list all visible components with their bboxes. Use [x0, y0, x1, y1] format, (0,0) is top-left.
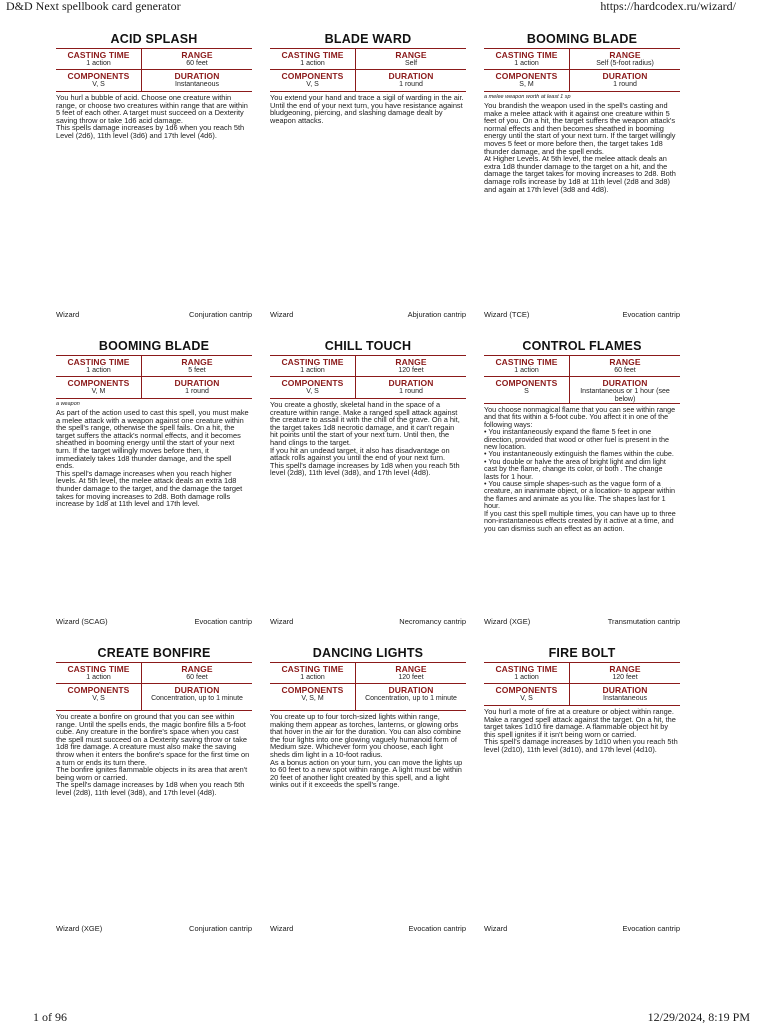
duration-value: Instantaneous	[175, 81, 219, 88]
spell-stats	[270, 662, 466, 711]
components-label: COMPONENTS	[67, 71, 130, 81]
spell-title: ACID SPLASH	[110, 32, 198, 46]
range-value: 60 feet	[614, 367, 636, 374]
print-footer	[0, 1010, 768, 1024]
spell-card	[484, 30, 680, 320]
spell-footer	[270, 310, 466, 320]
duration-label: DURATION	[174, 378, 220, 388]
spell-stats	[56, 662, 252, 711]
components-value: V, M	[91, 388, 106, 395]
spell-footer	[484, 310, 680, 320]
spell-stats	[56, 355, 252, 399]
casting-time-value: 1 action	[300, 367, 325, 374]
duration-label: DURATION	[602, 685, 648, 695]
spell-class: Wizard (SCAG)	[56, 617, 108, 626]
spell-school: Evocation cantrip	[194, 617, 252, 626]
components-value: V, S	[306, 388, 319, 395]
spell-stats	[484, 662, 680, 706]
components-value: V, S	[306, 81, 319, 88]
spell-class: Wizard (XGE)	[56, 924, 103, 933]
duration-label: DURATION	[388, 378, 434, 388]
range-value: 60 feet	[186, 60, 208, 67]
components-value: S	[524, 388, 529, 395]
spell-footer	[484, 617, 680, 627]
spell-class: Wizard	[270, 924, 294, 933]
spell-class: Wizard (XGE)	[484, 617, 531, 626]
spell-stats	[270, 355, 466, 399]
duration-value: 1 round	[399, 388, 423, 395]
spell-footer	[56, 924, 252, 934]
duration-value: Concentration, up to 1 minute	[365, 695, 457, 702]
duration-value: Concentration, up to 1 minute	[151, 695, 243, 702]
casting-time-value: 1 action	[300, 674, 325, 681]
spell-description: You choose nonmagical flame that you can see within range and that fits within a 5-foot cube. You affect it in one of the following ways: • You instantaneously expand the flame 5 feet in one direction, provided that wood or other fuel is present in the new location. • You instantaneously extinguish the flames within the cube. • You double or halve the area of bright light and dim light cast by the flame, change its color, or both . The change lasts for 1 hour. • You cause simple shapes-such as the vague form of a creature, an inanimate object, or a location- to appear within the flames and animate as you like. The shapes last for 1 hour. If you cast this spell multiple times, you can have up to three non-instantaneous effects created by it active at a time, and you can dismiss such an effect as an action.	[484, 405, 676, 533]
duration-value: Instantaneous or 1 hour (see below)	[580, 388, 670, 403]
spell-class: Wizard	[484, 924, 508, 933]
spell-title: CREATE BONFIRE	[97, 646, 211, 660]
spell-school: Conjuration cantrip	[189, 924, 252, 933]
range-label: RANGE	[609, 664, 641, 674]
spell-description: You brandish the weapon used in the spell's casting and make a melee attack with it against one creature within 5 feet of you. On a hit, the target suffers the weapon attack's normal effects and then becomes sheathed in booming energy until the start of your next turn. If the target willingly moves 5 feet or more before then, the target takes 1d8 thunder damage, and the spell ends. At Higher Levels. At 5th level, the melee attack deals an extra 1d8 thunder damage to the target on a hit, and the damage the target takes for moving increases to 2d8. Both damage rolls increase by 1d8 at 11th level (2d8 and 3d8) and again at 17th level (3d8 and 4d8).	[484, 101, 676, 194]
spell-footer	[270, 617, 466, 627]
spell-description: You create a bonfire on ground that you can see within range. Until the spells ends, the magic bonfire fills a 5-foot cube. Any creature in the bonfire's space when you cast the spell must succeed on a Dexterity saving throw or take 1d8 fire damage. A creature must also make the saving throw when it enters the bonfire's space for the first time on a turn or ends its turn there. The bonfire ignites flammable objects in its area that aren't being worn or carried. The spell's damage increases by 1d8 when you reach 5th level (2d8), 11th level (3d8), and 17th level (4d8).	[56, 712, 250, 797]
casting-time-label: CASTING TIME	[281, 357, 344, 367]
range-label: RANGE	[181, 357, 213, 367]
range-value: 120 feet	[398, 367, 424, 374]
page-number: 1 of 96	[33, 1010, 67, 1024]
components-label: COMPONENTS	[281, 71, 344, 81]
spell-title: BLADE WARD	[324, 32, 412, 46]
print-datetime: 12/29/2024, 8:19 PM	[647, 1010, 750, 1024]
duration-label: DURATION	[388, 685, 434, 695]
spell-card	[56, 30, 252, 320]
range-value: 5 feet	[188, 367, 206, 374]
spell-description: You create up to four torch-sized lights within range, making them appear as torches, lanterns, or glowing orbs that hover in the air for the duration. You can also combine the four lights into one glowing vaguely humanoid form of Medium size. Whichever form you choose, each light sheds dim light in a 10-foot radius. As a bonus action on your turn, you can move the lights up to 60 feet to a new spot within range. A light must be within 20 feet of another light created by this spell, and a light winks out if it exceeds the spell's range.	[270, 712, 463, 790]
components-label: COMPONENTS	[495, 378, 558, 388]
components-label: COMPONENTS	[281, 685, 344, 695]
spell-title: FIRE BOLT	[548, 646, 616, 660]
casting-time-label: CASTING TIME	[67, 664, 130, 674]
range-label: RANGE	[609, 50, 641, 60]
duration-label: DURATION	[388, 71, 434, 81]
duration-value: 1 round	[185, 388, 209, 395]
spell-class: Wizard	[56, 310, 80, 319]
spell-stats	[56, 48, 252, 92]
components-label: COMPONENTS	[67, 378, 130, 388]
components-label: COMPONENTS	[67, 685, 130, 695]
spell-card	[270, 644, 466, 934]
casting-time-value: 1 action	[86, 674, 111, 681]
page-url: https://hardcodex.ru/wizard/	[600, 0, 736, 13]
components-value: V, S	[92, 695, 105, 702]
components-value: S, M	[519, 81, 534, 88]
range-value: Self (5-foot radius)	[596, 60, 654, 67]
components-label: COMPONENTS	[281, 378, 344, 388]
spell-school: Transmutation cantrip	[607, 617, 680, 626]
spell-school: Abjuration cantrip	[407, 310, 466, 319]
duration-label: DURATION	[602, 71, 648, 81]
spell-footer	[484, 924, 680, 934]
spell-footer	[270, 924, 466, 934]
spell-card	[484, 337, 680, 627]
spell-class: Wizard	[270, 310, 294, 319]
spell-description: You create a ghostly, skeletal hand in the space of a creature within range. Make a ranged spell attack against the creature to assail it with the chill of the grave. On a hit, the target takes 1d8 necrotic damage, and it can't regain hit points until the start of your next turn. Until then, the hand clings to the target. If you hit an undead target, it also has disadvantage on attack rolls against you until the end of your next turn. This spell's damage increases by 1d8 when you reach 5th level (2d8), 11th level (3d8), and 17th level (4d8).	[270, 400, 460, 478]
range-label: RANGE	[181, 664, 213, 674]
spell-school: Evocation cantrip	[408, 924, 466, 933]
spell-title: BOOMING BLADE	[526, 32, 638, 46]
components-value: V, S, M	[301, 695, 324, 702]
spell-stats	[270, 48, 466, 92]
casting-time-label: CASTING TIME	[281, 50, 344, 60]
casting-time-value: 1 action	[86, 60, 111, 67]
casting-time-value: 1 action	[86, 367, 111, 374]
components-label: COMPONENTS	[495, 685, 558, 695]
casting-time-label: CASTING TIME	[495, 50, 558, 60]
spell-title: DANCING LIGHTS	[312, 646, 424, 660]
components-value: V, S	[520, 695, 533, 702]
range-label: RANGE	[395, 664, 427, 674]
duration-value: 1 round	[613, 81, 637, 88]
spell-stats	[484, 48, 680, 92]
casting-time-label: CASTING TIME	[281, 664, 344, 674]
spell-title: BOOMING BLADE	[98, 339, 210, 353]
casting-time-label: CASTING TIME	[495, 357, 558, 367]
spell-card	[56, 337, 252, 627]
spell-footer	[56, 310, 252, 320]
print-header	[0, 0, 768, 14]
range-value: Self	[404, 60, 418, 67]
casting-time-label: CASTING TIME	[67, 50, 130, 60]
spell-class: Wizard	[270, 617, 294, 626]
casting-time-label: CASTING TIME	[495, 664, 558, 674]
components-label: COMPONENTS	[495, 71, 558, 81]
casting-time-value: 1 action	[300, 60, 325, 67]
spell-description: You hurl a mote of fire at a creature or object within range. Make a ranged spell attack against the target. On a hit, the target takes 1d10 fire damage. A flammable object hit by this spell ignites if it isn't being worn or carried. This spell's damage increases by 1d10 when you reach 5th level (2d10), 11th level (3d10), and 17th level (4d10).	[484, 707, 678, 754]
spell-footer	[56, 617, 252, 627]
casting-time-label: CASTING TIME	[67, 357, 130, 367]
spell-school: Evocation cantrip	[622, 924, 680, 933]
spell-school: Necromancy cantrip	[399, 617, 466, 626]
duration-value: Instantaneous	[603, 695, 647, 702]
spell-title: CHILL TOUCH	[324, 339, 412, 353]
spell-material: a weapon	[56, 401, 80, 407]
spell-class: Wizard (TCE)	[484, 310, 530, 319]
duration-label: DURATION	[174, 685, 220, 695]
spell-school: Conjuration cantrip	[189, 310, 252, 319]
components-value: V, S	[92, 81, 105, 88]
page-title: D&D Next spellbook card generator	[6, 0, 181, 13]
range-value: 120 feet	[398, 674, 424, 681]
range-value: 120 feet	[612, 674, 638, 681]
spell-description: You extend your hand and trace a sigil of warding in the air. Until the end of your next turn, you have resistance against bludgeoning, piercing, and slashing damage dealt by weapon attacks.	[270, 93, 464, 125]
duration-value: 1 round	[399, 81, 423, 88]
range-label: RANGE	[609, 357, 641, 367]
range-label: RANGE	[395, 50, 427, 60]
spell-card	[56, 644, 252, 934]
spell-card	[270, 30, 466, 320]
range-value: 60 feet	[186, 674, 208, 681]
spell-stats	[484, 355, 680, 404]
range-label: RANGE	[395, 357, 427, 367]
duration-label: DURATION	[174, 71, 220, 81]
spell-card	[484, 644, 680, 934]
casting-time-value: 1 action	[514, 367, 539, 374]
spell-material: a melee weapon worth at least 1 sp	[484, 94, 571, 100]
casting-time-value: 1 action	[514, 674, 539, 681]
spell-title: CONTROL FLAMES	[522, 339, 642, 353]
duration-label: DURATION	[602, 378, 648, 388]
casting-time-value: 1 action	[514, 60, 539, 67]
spell-school: Evocation cantrip	[622, 310, 680, 319]
range-label: RANGE	[181, 50, 213, 60]
spell-description: As part of the action used to cast this spell, you must make a melee attack with a weapon against one creature within the spell's range, otherwise the spell fails. On a hit, the target suffers the attack's normal effects, and it becomes sheathed in booming energy until the start of your next turn. If the target willingly moves before then, it immediately takes 1d8 thunder damage, and the spell ends. This spell's damage increases when you reach higher levels. At 5th level, the melee attack deals an extra 1d8 thunder damage to the target, and the damage the target takes for moving increases to 2d8. Both damage rolls increase by 1d8 at 11th level and 17th level.	[56, 408, 249, 509]
spell-card	[270, 337, 466, 627]
spell-description: You hurl a bubble of acid. Choose one creature within range, or choose two creatures within range that are within 5 feet of each other. A target must succeed on a Dexterity saving throw or take 1d6 acid damage. This spells damage increases by 1d6 when you reach 5th Level (2d6), 11th level (3d6) and 17th level (4d6).	[56, 93, 248, 140]
